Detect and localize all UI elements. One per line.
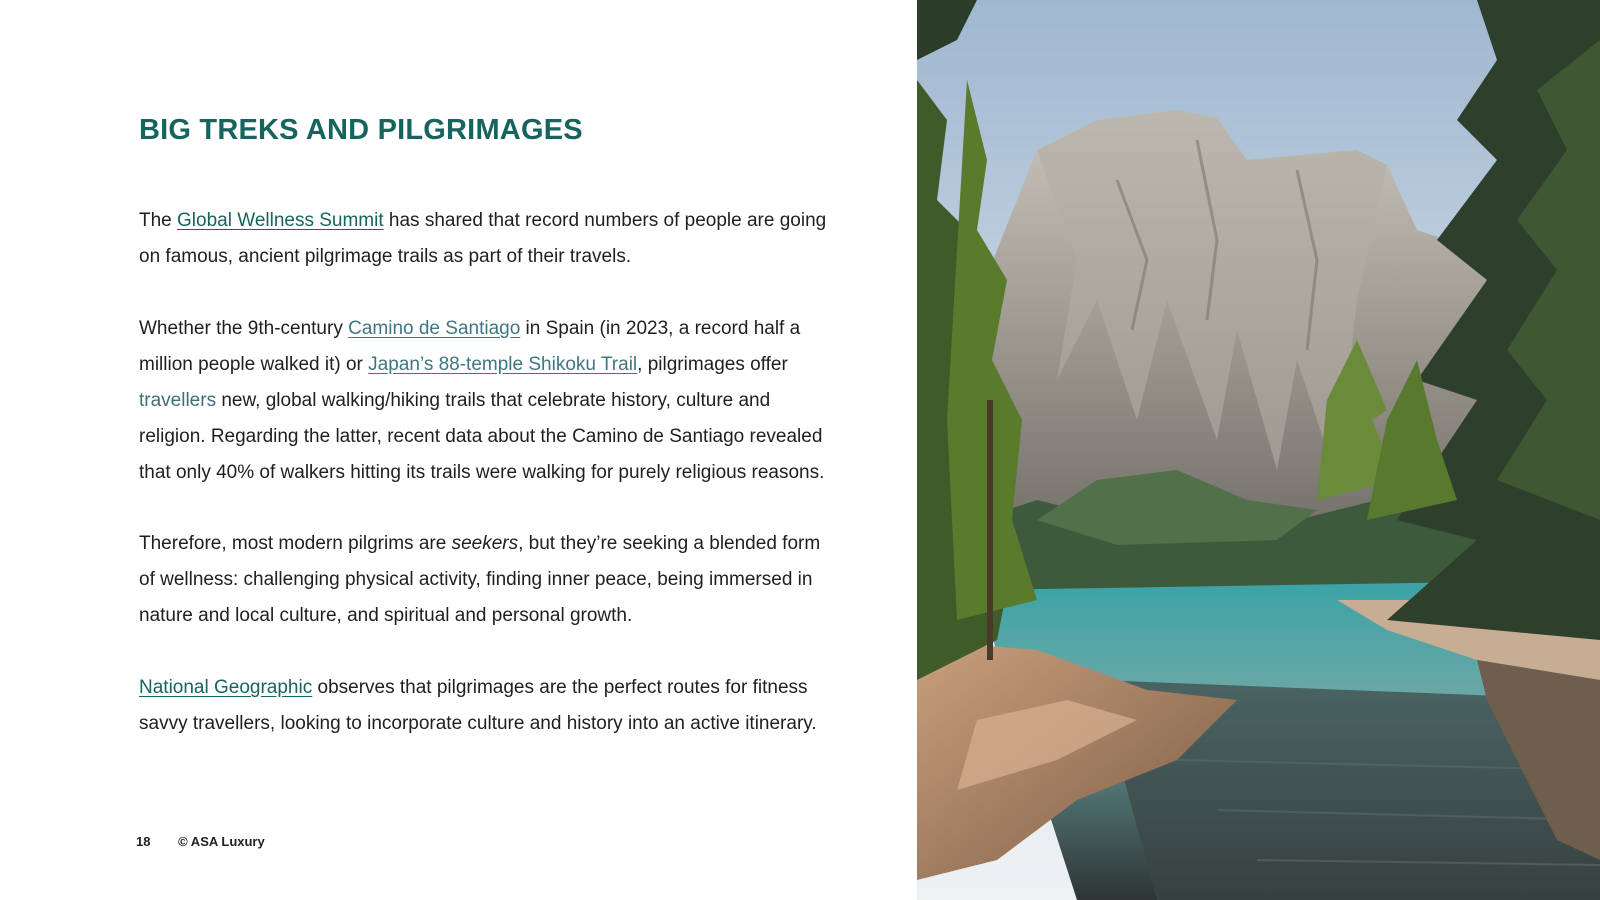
paragraph-seekers: [139, 526, 839, 634]
travellers-word: travellers: [139, 390, 217, 411]
shikoku-trail-link[interactable]: Japan’s 88-temple Shikoku Trail: [368, 354, 638, 375]
mountain-lake-illustration: [917, 0, 1600, 900]
text-span: Therefore, most modern pilgrims are: [139, 533, 452, 554]
text-span: has shared that record numbers of people are going on famous, ancient pilgrimage trails as part of their travels.: [139, 210, 827, 267]
text-span: , but they’re seeking a blended form of wellness: challenging physical activity, finding inner peace, being immersed in nature and local culture, and spiritual and personal growth.: [139, 533, 821, 626]
paragraph-summit: [139, 203, 839, 275]
paragraph-camino: [139, 311, 839, 491]
text-span: Whether the 9th-century: [139, 318, 349, 339]
text-span: new, global walking/hiking trails that celebrate history, culture and religion. Regarding the latter, recent data about the Camino de Santiago revealed that only 40% of walkers hitting its trails were walking for purely religious reasons.: [139, 390, 825, 483]
camino-de-santiago-link[interactable]: Camino de Santiago: [348, 318, 521, 339]
mountain-lake-photo: [917, 0, 1600, 900]
text-span: in Spain (in 2023, a record half a million people walked it) or: [139, 318, 801, 375]
national-geographic-link[interactable]: National Geographic: [139, 677, 313, 698]
slide-content: [139, 0, 839, 900]
page-title: BIG TREKS AND PILGRIMAGES: [139, 114, 583, 146]
footer: [136, 834, 265, 849]
page-number: 18: [136, 834, 151, 849]
text-span: The: [139, 210, 178, 231]
seekers-emphasis: seekers: [451, 533, 519, 554]
copyright: © ASA Luxury: [178, 834, 265, 849]
text-span: , pilgrimages offer: [637, 354, 788, 375]
text-span: observes that pilgrimages are the perfect routes for fitness savvy travellers, looking to incorporate culture and history into an active itinerary.: [139, 677, 817, 734]
paragraph-natgeo: [139, 670, 839, 742]
global-wellness-summit-link[interactable]: Global Wellness Summit: [177, 210, 384, 231]
